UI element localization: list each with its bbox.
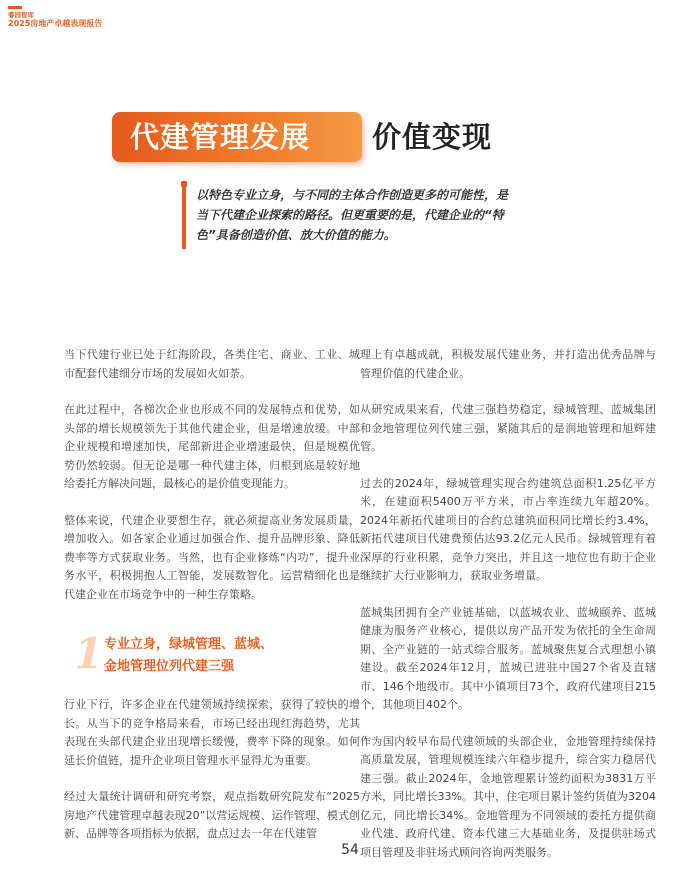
paragraph: 行业下行，许多企业在代建领域持续探索，获得了较快的增长。从当下的竞争格局来看，市场已经出现红海趋势，尤其表现在头部代建企业出现增长缓慢，费率下降的现象。如何延长价值链，提升企业项目管理水平显得尤为重要。 — [64, 698, 360, 767]
paragraph: 从研究成果来看，代建三强趋势稳定，绿城管理、蓝城集团和金地管理位列代建三强，紧随其后的是润地管理和旭辉建管。 — [360, 403, 656, 453]
report-header — [8, 6, 102, 29]
section-title — [104, 634, 273, 678]
paragraph: 过去的2024年，绿城管理实现合约建筑总面积1.25亿平方米，在建面积5400万平方米，市占率连续九年超20%。2024年新拓代建项目的合约总建筑面积同比增长约3.4%，新拓代建项目代建费预估达93.2亿元人民币。绿城管理有着深厚的行业积累，竞争力突出，并且这一地位也有助于企业继续扩大行业影响力，获取业务增量。 — [360, 476, 656, 582]
paragraph: 当下代建行业已处于红海阶段，各类住宅、商业、工业、城市配套代建细分市场的发展如火如荼。 — [64, 348, 360, 380]
section-number: 1 — [74, 629, 104, 678]
header-report-title: 2025房地产卓越表现报告 — [8, 19, 103, 28]
section-title-line: 专业立身，绿城管理、蓝城、 — [104, 637, 274, 652]
header-accent-bar — [8, 6, 22, 9]
paragraph: 作为国内较早布局代建领域的头部企业，金地管理持续保持高质量发展，管理规模连续六年稳步提升，综合实力稳居代建三强。截止2024年，金地管理累计签约面积为3831万平方米，同比增长33%。其中，住宅项目累计签约货值为3204亿元，同比增长34%。金地管理为不同领域的委托方提供商业代建、政府代建、资本代建三大基础业务，及提供驻场式项目管理及非驻场式顾问咨询两类服务。 — [360, 734, 656, 859]
paragraph: 整体来说，代建企业要想生存，就必须提高业务发展质量，增加收入。如各家企业通过加强合作、提升品牌形象、降低费率等方式获取业务。当然，也有企业修炼“内功”，提升业务水平，积极拥抱人工智能，发展数智化。运营精细化也是代建企业在市场竞争中的一种生存策略。 — [64, 513, 360, 601]
paragraph: 蓝城集团拥有全产业链基础，以蓝城农业、蓝城颐养、蓝城健康为服务产业核心，提供以房产品开发为依托的全生命周期、全产业链的一站式综合服务。蓝城聚焦复合式理想小镇建设。截至2024年12月，蓝城已进驻中国27个省及直辖市、146个地级市。其中小镇项目73个，政府代建项目215个，其他项目402个。 — [360, 605, 656, 711]
page-number: 54 — [341, 842, 359, 858]
paragraph: 在此过程中，各梯次企业也形成不同的发展特点和优势，如头部的增长规模领先于其他代建企业，但是增速放缓。中部企业规模和增速加快，尾部新进企业增速最快，但是规模优势仍然较弱。但无论是哪一种代建主体，归根到底是较好地给委托方解决问题，最核心的是价值变现能力。 — [64, 403, 360, 490]
quote-dot — [181, 181, 187, 187]
paragraph: 理上有卓越成就，积极发展代建业务，并打造出优秀品牌与管理价值的代建企业。 — [360, 348, 656, 380]
header-org: 睿园智库 — [8, 11, 34, 19]
section-title-line: 金地管理位列代建三强 — [104, 659, 235, 674]
title-sub: 价值变现 — [372, 120, 493, 154]
left-column — [64, 346, 360, 862]
paragraph: 经过大量统计调研和研究考察，观点指数研究院发布“2025房地产代建管理卓越表现20”以营运规模、运作管理、模式创新、品牌等各项指标为依据，盘点过去一年在代建管 — [64, 790, 360, 840]
section-heading — [64, 629, 360, 684]
quote-text: 以特色专业立身，与不同的主体合作创造更多的可能性，是当下代建企业探索的路径。但更重要的是，代建企业的“特色”具备创造价值、放大价值的能力。 — [196, 188, 509, 242]
title-main: 代建管理发展 — [130, 120, 311, 154]
quote-bar — [182, 185, 186, 249]
lead-quote — [182, 185, 512, 245]
right-column — [360, 346, 656, 880]
